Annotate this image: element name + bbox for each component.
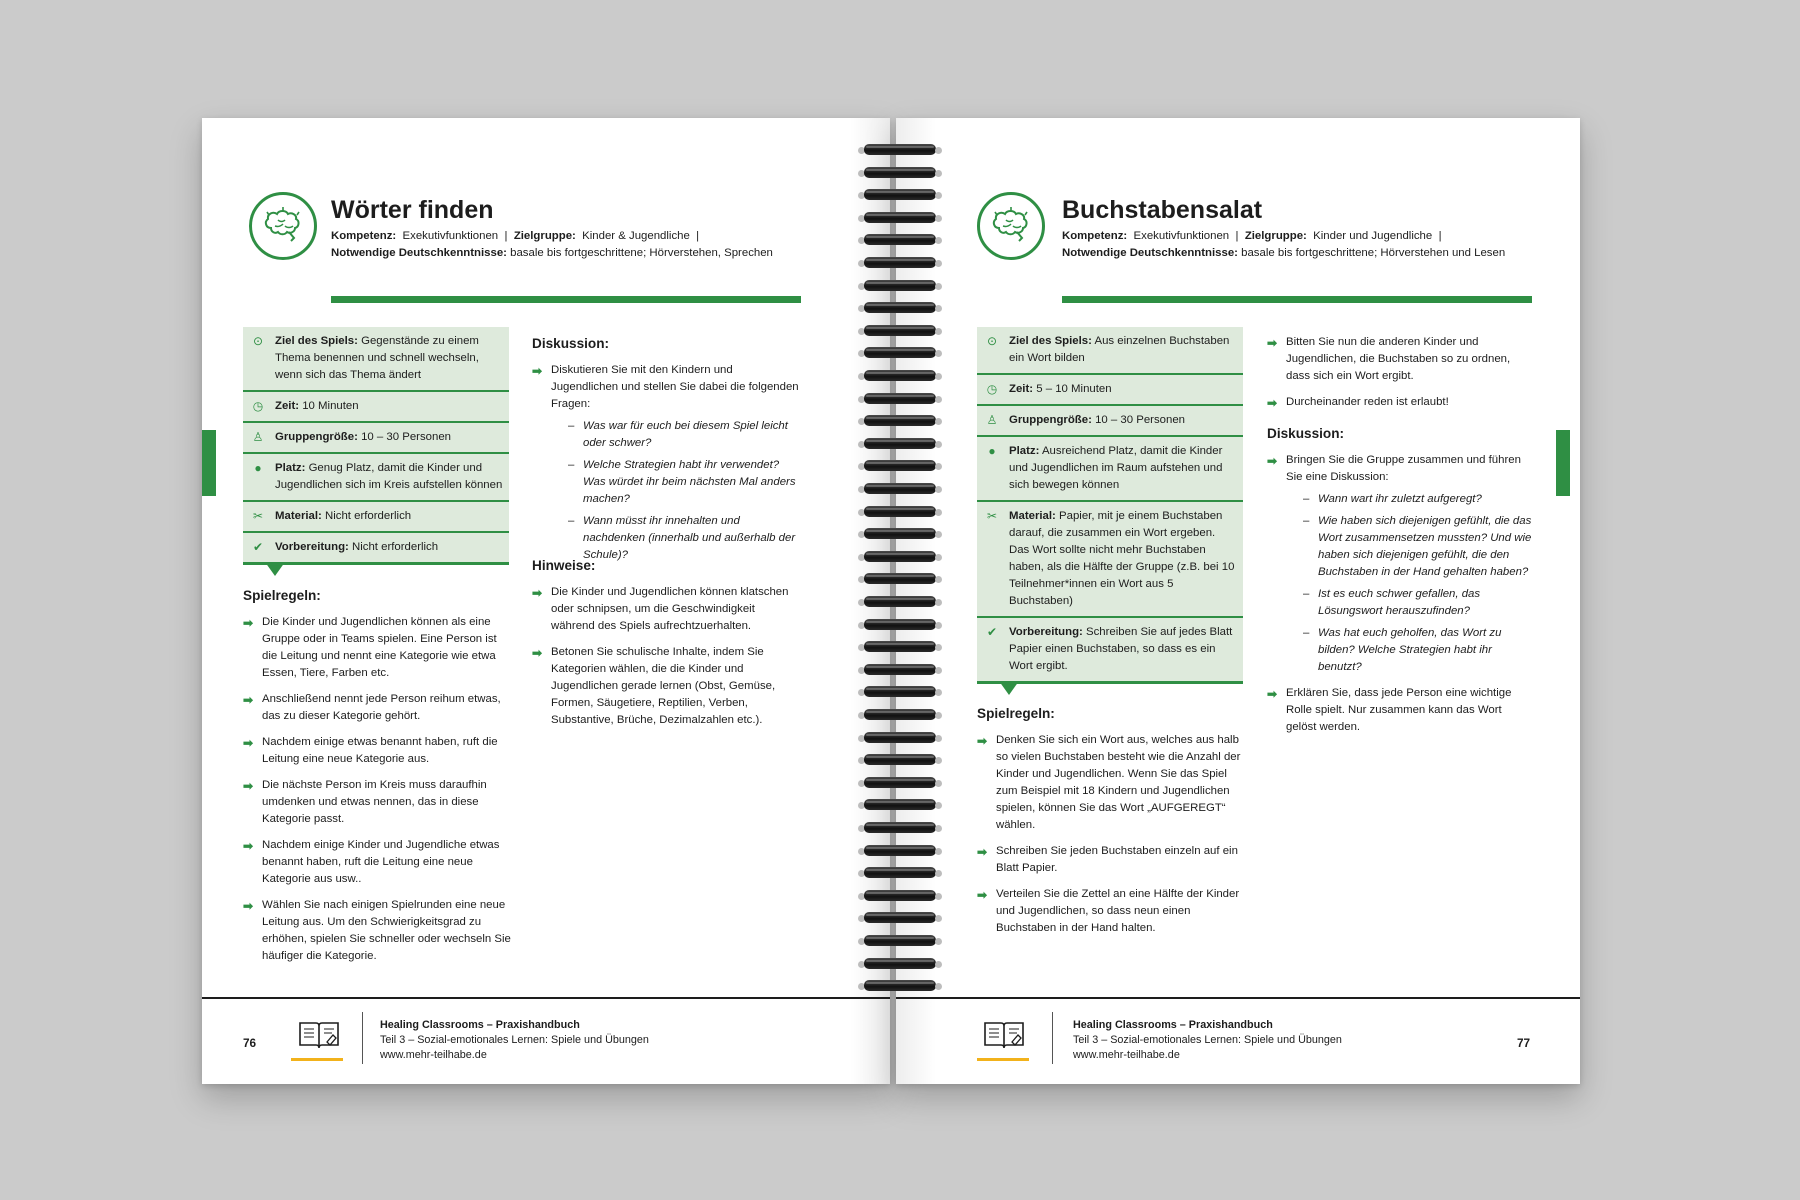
chapter-tab: [202, 430, 216, 496]
arrow-icon: ➡: [1267, 396, 1278, 410]
list-item: ➡ Anschließend nennt jede Person reihum etwas, das zu dieser Kategorie gehört.: [243, 693, 501, 722]
list-item: ➡ Bitten Sie nun die anderen Kinder und Jugendlichen, die Buchstaben so zu ordnen, dass sich ein Wort ergibt.: [1267, 336, 1511, 382]
checkmark-icon: ✔: [252, 540, 264, 554]
spiral-coil: [852, 799, 948, 810]
spiral-coil: [852, 754, 948, 765]
list-item: ➡ Nachdem einige Kinder und Jugendliche etwas benannt haben, ruft die Leitung eine neue Kategorie aus usw..: [243, 839, 500, 885]
spiral-coil: [852, 415, 948, 426]
info-row-group: ♙ Gruppengröße: 10 – 30 Personen: [243, 423, 509, 454]
arrow-icon: ➡: [532, 364, 543, 378]
spiral-coil: [852, 619, 948, 630]
spiral-coil: [852, 347, 948, 358]
spiral-coil: [852, 302, 948, 313]
arrow-icon: ➡: [977, 734, 988, 748]
target-icon: ⊙: [252, 334, 264, 348]
spiral-coil: [852, 234, 948, 245]
spiral-coil: [852, 438, 948, 449]
scissors-icon: ✂: [252, 509, 264, 523]
rules-heading: Spielregeln:: [977, 706, 1055, 721]
footer-info: Healing Classrooms – Praxishandbuch Teil 3 – Sozial-emotionales Lernen: Spiele und Übungen www.mehr-teilhabe.de: [380, 1019, 649, 1061]
list-item: ➡ Schreiben Sie jeden Buchstaben einzeln auf ein Blatt Papier.: [977, 845, 1238, 874]
spiral-coil: [852, 551, 948, 562]
title-rule: [331, 296, 801, 303]
arrow-icon: ➡: [532, 646, 543, 660]
spiral-coil: [852, 845, 948, 856]
page-number: 77: [1517, 1036, 1531, 1050]
info-row-space: ● Platz: Genug Platz, damit die Kinder und Jugendlichen sich im Kreis aufstellen können: [243, 454, 509, 502]
location-pin-icon: ●: [254, 461, 262, 475]
rules-heading: Spielregeln:: [243, 588, 321, 603]
list-item: ➡ Nachdem einige etwas benannt haben, ruft die Leitung eine neue Kategorie aus.: [243, 736, 498, 765]
arrow-icon: ➡: [977, 888, 988, 902]
right-page: [896, 118, 1580, 1084]
info-box-pointer: [999, 681, 1019, 695]
footer-rule: [896, 997, 1580, 999]
info-row-prep: ✔ Vorbereitung: Schreiben Sie auf jedes Blatt Papier einen Buchstaben, so dass es ein Wort ergibt.: [986, 625, 1233, 672]
spiral-coil: [852, 732, 948, 743]
info-row-goal: ⊙ Ziel des Spiels: Gegenstände zu einem Thema benennen und schnell wechseln, wenn sich das Thema ändert: [243, 327, 509, 392]
discussion-question: – Was war für euch bei diesem Spiel leicht oder schwer?: [568, 420, 788, 449]
rules-list: [243, 614, 513, 974]
rules-list: [977, 732, 1243, 946]
spiral-coil: [852, 325, 948, 336]
info-row-group: ♙ Gruppengröße: 10 – 30 Personen: [977, 406, 1243, 437]
list-item: ➡ Wählen Sie nach einigen Spielrunden eine neue Leitung aus. Um den Schwierigkeitsgrad zu erhöhen, spielen Sie schneller oder wechseln Sie häufiger die Kategorie.: [243, 899, 511, 962]
info-row-time: ◷ Zeit: 10 Minuten: [243, 392, 509, 423]
list-item: ➡ Bringen Sie die Gruppe zusammen und führen Sie eine Diskussion: – Wann wart ihr zuletzt aufgeregt? – Wie haben sich diejenigen gefühlt, die das Wort zusammensetzen mussten? Und wie haben sich diejenigen gefühlt, die den Buchstaben in der Hand gehalten haben? – Ist es euch schwer gefallen, das Lösungswort herauszufinden? – Was hat euch geholfen, das Wort zu bilden? Welche Strategien habt ihr benutzt?: [1267, 452, 1535, 676]
spiral-coil: [852, 393, 948, 404]
discussion-question: – Wie haben sich diejenigen gefühlt, die das Wort zusammensetzen mussten? Und wie haben sich diejenigen gefühlt, die den Buchstaben in der Hand gehalten haben?: [1303, 515, 1532, 578]
spiral-coil: [852, 709, 948, 720]
spiral-coil: [852, 370, 948, 381]
hints-heading: Hinweise:: [532, 558, 596, 573]
scissors-icon: ✂: [986, 509, 998, 523]
info-row-material: ✂ Material: Nicht erforderlich: [243, 502, 509, 533]
footer-divider: [1052, 1012, 1053, 1064]
info-row-prep: ✔ Vorbereitung: Nicht erforderlich: [252, 540, 439, 554]
spiral-coil: [852, 958, 948, 969]
spiral-coil: [852, 460, 948, 471]
spiral-coil: [852, 573, 948, 584]
discussion-heading: Diskussion:: [532, 336, 610, 351]
meta-line-1: Kompetenz: Exekutivfunktionen | Zielgruppe: Kinder und Jugendliche |: [1062, 230, 1442, 242]
spiral-coil: [852, 257, 948, 268]
info-box: [243, 327, 509, 565]
footer-rule: [202, 997, 890, 999]
book-icon: [982, 1018, 1026, 1052]
spiral-coil: [852, 777, 948, 788]
info-row-material: ✂ Material: Papier, mit je einem Buchstaben darauf, die zusammen ein Wort ergeben. Das Wort sollte nicht mehr Buchstaben haben, als die Hälfte der Gruppe (z.B. bei 10 Teilnehmer*innen ein Wort aus 5 Buchstaben): [977, 502, 1243, 618]
page-title: Wörter finden: [331, 196, 494, 224]
list-item: ➡ Betonen Sie schulische Inhalte, indem Sie Kategorien wählen, die die Kinder und Jugendlichen gerade lernen (Obst, Gemüse, Formen, Säugetiere, Reptilien, Verben, Substantive, Brüche, Dezimalzahlen etc.).: [532, 646, 776, 726]
brain-icon: [977, 192, 1045, 260]
spiral-coil: [852, 935, 948, 946]
clock-icon: ◷: [986, 382, 998, 396]
spiral-binding: [846, 144, 956, 1004]
info-row-goal: ⊙ Ziel des Spiels: Aus einzelnen Buchstaben ein Wort bilden: [977, 327, 1243, 375]
arrow-icon: ➡: [1267, 454, 1278, 468]
arrow-icon: ➡: [532, 586, 543, 600]
arrow-icon: ➡: [243, 899, 254, 913]
list-item: ➡ Denken Sie sich ein Wort aus, welches aus halb so vielen Buchstaben besteht wie die Anzahl der Kinder und Jugendlichen. Wenn Sie das Spiel zum Beispiel mit 18 Kindern und Jugendlichen spielen, können Sie das Wort „AUFGEREGT“ wählen.: [977, 734, 1241, 831]
title-rule: [1062, 296, 1532, 303]
list-item: ➡ Diskutieren Sie mit den Kindern und Jugendlichen und stellen Sie dabei die folgenden Fragen: – Was war für euch bei diesem Spiel leicht oder schwer? – Welche Strategien habt ihr verwendet? Was würdet ihr beim nächsten Mal anders machen? – Wann müsst ihr innehalten und nachdenken (innerhalb und außerhalb der Schule)?: [532, 362, 800, 564]
list-item: ➡ Die Kinder und Jugendlichen können klatschen oder schnipsen, um die Geschwindigkeit während des Spiels aufrechtzuerhalten.: [532, 586, 789, 632]
discussion-question: – Ist es euch schwer gefallen, das Lösungswort herauszufinden?: [1303, 588, 1481, 617]
spiral-coil: [852, 506, 948, 517]
location-pin-icon: ●: [988, 444, 996, 458]
arrow-icon: ➡: [243, 736, 254, 750]
info-row-time: ◷ Zeit: 5 – 10 Minuten: [977, 375, 1243, 406]
list-item: ➡ Erklären Sie, dass jede Person eine wichtige Rolle spielt. Nur zusammen kann das Wort gelöst werden.: [1267, 687, 1512, 733]
arrow-icon: ➡: [243, 839, 254, 853]
discussion-heading: Diskussion:: [1267, 426, 1345, 441]
spiral-coil: [852, 912, 948, 923]
spiral-coil: [852, 980, 948, 991]
info-row-space: ● Platz: Ausreichend Platz, damit die Kinder und Jugendlichen im Raum aufstehen und sich bewegen können: [977, 437, 1243, 502]
spiral-coil: [852, 167, 948, 178]
clock-icon: ◷: [252, 399, 264, 413]
discussion-question: – Wann wart ihr zuletzt aufgeregt?: [1303, 493, 1482, 505]
list-item: ➡ Die nächste Person im Kreis muss daraufhin umdenken und etwas nennen, das in diese Kategorie passt.: [243, 779, 487, 825]
list-item: ➡ Die Kinder und Jugendlichen können als eine Gruppe oder in Teams spielen. Eine Person ist die Leitung und nennt eine Kategorie wie etwa Essen, Tiere, Farben etc.: [243, 616, 497, 679]
discussion-list: [1267, 452, 1535, 745]
spiral-coil: [852, 686, 948, 697]
spiral-coil: [852, 822, 948, 833]
checkmark-icon: ✔: [986, 625, 998, 639]
discussion-question: – Welche Strategien habt ihr verwendet? Was würdet ihr beim nächsten Mal anders machen?: [568, 459, 796, 505]
people-icon: ♙: [986, 413, 998, 427]
discussion-question: – Wann müsst ihr innehalten und nachdenken (innerhalb und außerhalb der Schule)?: [568, 515, 796, 561]
page-title: Buchstabensalat: [1062, 196, 1263, 224]
spiral-coil: [852, 212, 948, 223]
rules-continued-list: [1267, 334, 1535, 420]
arrow-icon: ➡: [243, 693, 254, 707]
footer-accent-line: [291, 1058, 343, 1061]
spiral-coil: [852, 189, 948, 200]
spiral-coil: [852, 664, 948, 675]
footer-info: Healing Classrooms – Praxishandbuch Teil 3 – Sozial-emotionales Lernen: Spiele und Übungen www.mehr-teilhabe.de: [1073, 1019, 1342, 1061]
brain-icon: [249, 192, 317, 260]
target-icon: ⊙: [986, 334, 998, 348]
arrow-icon: ➡: [243, 779, 254, 793]
list-item: ➡ Verteilen Sie die Zettel an eine Hälfte der Kinder und Jugendlichen, so dass neun einen Buchstaben in der Hand halten.: [977, 888, 1240, 934]
info-box: [977, 327, 1243, 684]
spiral-coil: [852, 483, 948, 494]
info-box-pointer: [265, 562, 285, 576]
discussion-question: – Was hat euch geholfen, das Wort zu bilden? Welche Strategien habt ihr benutzt?: [1303, 627, 1502, 673]
arrow-icon: ➡: [243, 616, 254, 630]
footer-divider: [362, 1012, 363, 1064]
people-icon: ♙: [252, 430, 264, 444]
page-number: 76: [243, 1036, 257, 1050]
left-page: [202, 118, 890, 1084]
spiral-coil: [852, 144, 948, 155]
spiral-coil: [852, 280, 948, 291]
book-icon: [297, 1018, 341, 1052]
spiral-coil: [852, 596, 948, 607]
spiral-coil: [852, 890, 948, 901]
meta-line-2: Notwendige Deutschkenntnisse: basale bis fortgeschrittene; Hörverstehen und Lesen: [1062, 247, 1506, 259]
hints-list: [532, 584, 800, 738]
arrow-icon: ➡: [1267, 687, 1278, 701]
chapter-tab: [1556, 430, 1570, 496]
meta-line-1: Kompetenz: Exekutivfunktionen | Zielgruppe: Kinder & Jugendliche |: [331, 230, 700, 242]
meta-line-2: Notwendige Deutschkenntnisse: basale bis fortgeschrittene; Hörverstehen, Sprechen: [331, 247, 773, 259]
spiral-coil: [852, 641, 948, 652]
list-item: ➡ Durcheinander reden ist erlaubt!: [1267, 396, 1449, 410]
arrow-icon: ➡: [1267, 336, 1278, 350]
spiral-coil: [852, 528, 948, 539]
arrow-icon: ➡: [977, 845, 988, 859]
footer-accent-line: [977, 1058, 1029, 1061]
discussion-list: [532, 362, 800, 573]
spiral-coil: [852, 867, 948, 878]
